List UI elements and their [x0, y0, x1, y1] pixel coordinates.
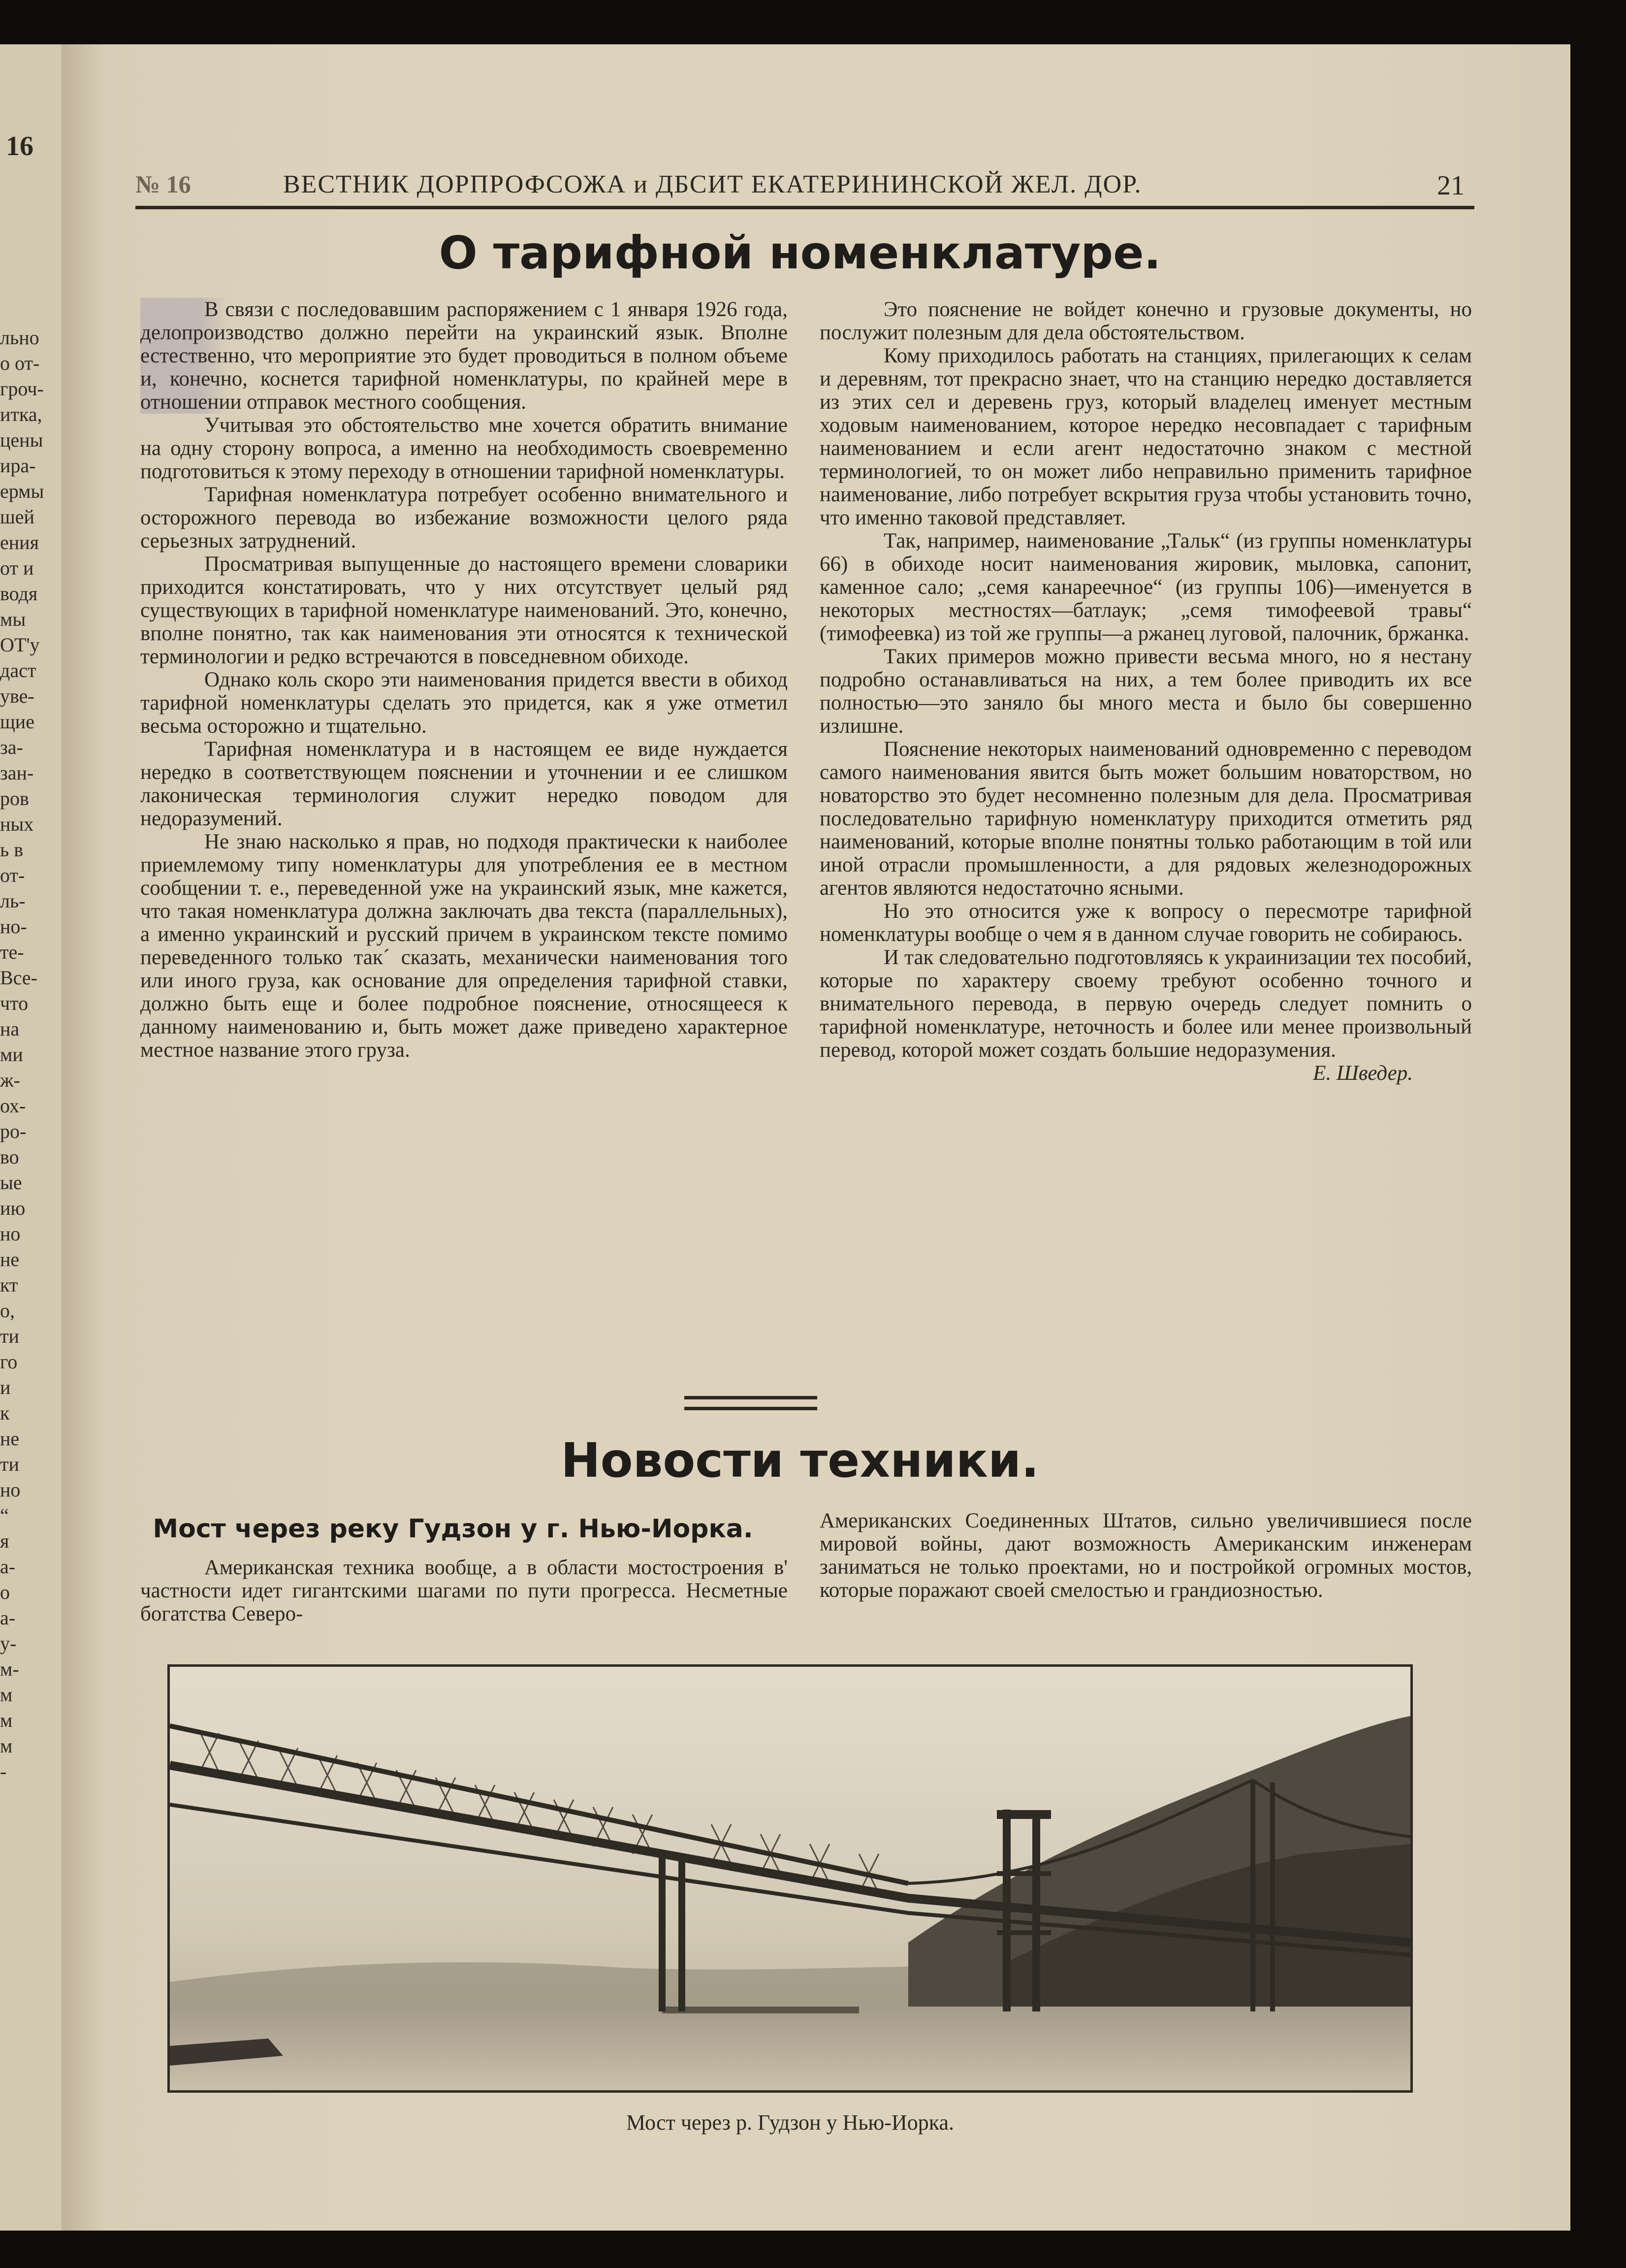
article-paragraph: Так, например, наименование „Тальк“ (из группы номенклатуры 66) в обиходе носит наименования жировик, мыловка, сапонит, каменное сало; „семя канареечное“ (из группы 106)—именуется в некоторых местностях—батлаук; „семя тимофеевой травы“ (тимофеевка) из той же группы—а ржанец луговой, палочник, бржанка.: [820, 529, 1472, 645]
previous-page-text-fragment: ира-: [0, 454, 36, 477]
previous-page-text-fragment: ро-: [0, 1120, 27, 1142]
previous-page-number: 16: [6, 131, 33, 162]
previous-page-text-fragment: ию: [0, 1197, 26, 1219]
previous-page-text-fragment: м-: [0, 1658, 19, 1680]
previous-page-text-fragment: ые: [0, 1171, 22, 1194]
previous-page-text-fragment: ль-: [0, 890, 26, 912]
previous-page-text-fragment: м: [0, 1735, 13, 1757]
previous-page-text-fragment: у-: [0, 1632, 17, 1654]
journal-page: [62, 44, 1570, 2231]
previous-page-text-fragment: от-: [0, 864, 25, 886]
section-divider: [684, 1396, 817, 1399]
previous-page-text-fragment: го: [0, 1351, 18, 1373]
previous-page-edge: [0, 44, 62, 2231]
bridge-photo-image: [170, 1667, 1410, 2090]
previous-page-text-fragment: на: [0, 1018, 20, 1040]
article-paragraph: Не знаю насколько я прав, но подходя практически к наиболее приемлемому типу номенклатуры для употребления ее в местном сообщении т. е., переведенной уже на украинский язык, мне кажется, что такая номенклатура должна заключать два текста (параллельных), а именно украинский и русский причем в украинском тексте помимо переведенного только так´ сказать, механически наименования того или иного груза, как основание для определения тарифной ставки, должно быть еще и более подробное пояснение, относящееся к данному наименованию и, быть может даже приведено характерное местное название этого груза.: [140, 830, 788, 1062]
section-divider: [684, 1407, 817, 1410]
news-right-column: [820, 1509, 1472, 1602]
previous-page-text-fragment: мы: [0, 608, 26, 630]
news-left-column: [140, 1556, 788, 1625]
previous-page-text-fragment: не: [0, 1427, 20, 1450]
previous-page-text-fragment: те-: [0, 941, 24, 963]
header-rule: [135, 206, 1474, 209]
previous-page-text-fragment: шей: [0, 506, 34, 528]
previous-page-text-fragment: “: [0, 1504, 9, 1526]
issue-number: № 16: [135, 170, 191, 198]
article-paragraph: Это пояснение не войдет конечно и грузовые документы, но послужит полезным для дела обстоятельством.: [820, 298, 1472, 344]
previous-page-text-fragment: Все-: [0, 967, 37, 989]
previous-page-text-fragment: но-: [0, 915, 27, 938]
previous-page-text-fragment: что: [0, 992, 29, 1014]
previous-page-text-fragment: ти: [0, 1453, 19, 1475]
previous-page-text-fragment: во: [0, 1146, 19, 1168]
previous-page-text-fragment: м: [0, 1709, 13, 1731]
article-paragraph: Однако коль скоро эти наименования придется ввести в обиход тарифной номенклатуры сделать это придется, как я уже отметил весьма осторожно и тщательно.: [140, 668, 788, 738]
previous-page-text-fragment: итка,: [0, 403, 42, 425]
article-paragraph: Но это относится уже к вопросу о пересмотре тарифной номенклатуры вообще о чем я в данном случае говорить не собираюсь.: [820, 900, 1472, 946]
previous-page-text-fragment: от и: [0, 557, 34, 579]
previous-page-text-fragment: -: [0, 1760, 7, 1782]
previous-page-text-fragment: о,: [0, 1299, 15, 1322]
previous-page-text-fragment: к: [0, 1402, 10, 1424]
news-paragraph: Американских Соединенных Штатов, сильно увеличившиеся после мировой войны, дают возможность Американским инженерам заниматься не только проектами, но и постройкой огромных мостов, которые поражают своей смелостью и грандиозностью.: [820, 1509, 1472, 1602]
previous-page-text-fragment: а-: [0, 1607, 16, 1629]
news-paragraph: Американская техника вообще, а в области мостостроения в' частности идет гигантскими шагами по пути прогресса. Несметные богатства Северо-: [140, 1556, 788, 1625]
previous-page-text-fragment: о от-: [0, 352, 40, 374]
article-title: О тарифной номенклатуре.: [439, 227, 1161, 279]
article-paragraph: Просматривая выпущенные до настоящего времени словарики приходится констатировать, что у них отсутствует целый ряд существующих в тарифной номенклатуре наименований. Это, конечно, вполне понятно, так как наименования эти относятся к технической терминологии и редко встречаются в повседневном обиходе.: [140, 552, 788, 668]
bridge-photo: [167, 1664, 1413, 2093]
previous-page-text-fragment: щие: [0, 711, 34, 733]
previous-page-text-fragment: ь в: [0, 839, 24, 861]
previous-page-text-fragment: ных: [0, 813, 34, 835]
previous-page-text-fragment: ения: [0, 531, 39, 553]
previous-page-text-fragment: ох-: [0, 1095, 26, 1117]
previous-page-text-fragment: ермы: [0, 480, 44, 502]
news-subtitle: Мост через реку Гудзон у г. Нью-Иорка.: [153, 1514, 753, 1544]
photo-caption: Мост через р. Гудзон у Нью-Иорка.: [626, 2110, 954, 2135]
previous-page-text-fragment: м: [0, 1684, 13, 1706]
page-header: [135, 123, 1474, 201]
author-signature: Е. Шведер.: [1313, 1062, 1413, 1085]
article-paragraph: Тарифная номенклатура и в настоящем ее виде нуждается нередко в соответствующем пояснении и уточнении и ее слишком лаконическая терминология служит нередко поводом для недоразумений.: [140, 738, 788, 830]
previous-page-text-fragment: но: [0, 1223, 21, 1245]
previous-page-text-fragment: о: [0, 1581, 10, 1603]
previous-page-text-fragment: цены: [0, 429, 43, 451]
page-number: 21: [1437, 170, 1465, 201]
previous-page-text-fragment: кт: [0, 1274, 18, 1296]
previous-page-text-fragment: ж-: [0, 1069, 20, 1091]
article-paragraph: Тарифная номенклатура потребует особенно внимательного и осторожного перевода во избежание возможности целого ряда серьезных затруднений.: [140, 483, 788, 552]
news-section-title: Новости техники.: [561, 1433, 1039, 1488]
article-paragraph: Пояснение некоторых наименований одновременно с переводом самого наименования явится быть может большим новаторством, но новаторство это будет несомненно полезным для дела. Просматривая последовательно тарифную номенклатуру приходится отметить ряд наименований, которые вполне понятны только работающим в той или иной отрасли промышленности, а для рядовых железнодорожных агентов являются недостаточно ясными.: [820, 738, 1472, 900]
article-paragraph: Кому приходилось работать на станциях, прилегающих к селам и деревням, тот прекрасно знает, что на станцию нередко доставляется из этих сел и деревень груз, который владелец именует местным ходовым наименованием, которое нередко несовпадает с тарифным наименованием и если агент недостаточно знаком с местной терминологией, то он может либо неправильно применить тарифное наименование, либо потребует вскрытия груза чтобы установить точно, что именно таковой представляет.: [820, 344, 1472, 529]
previous-page-text-fragment: не: [0, 1248, 20, 1270]
article-paragraph: И так следовательно подготовляясь к украинизации тех пособий, которые по характеру своему требуют особенно точного и внимательного перевода, в первую очередь следует помнить о тарифной номенклатуре, неточность и более или менее произвольный перевод, которой может создать большие недоразумения. Е. Шведер.: [820, 946, 1472, 1085]
previous-page-text-fragment: даст: [0, 659, 36, 681]
previous-page-text-fragment: за-: [0, 736, 23, 758]
article-paragraph: Таких примеров можно привести весьма много, но я нестану подробно останавливаться на них, а тем более приводить их все полностью—это заняло бы много места и было бы совершенно излишне.: [820, 645, 1472, 738]
previous-page-text-fragment: зан-: [0, 762, 34, 784]
previous-page-text-fragment: а-: [0, 1555, 16, 1578]
previous-page-text-fragment: ров: [0, 787, 29, 810]
article-left-column: [140, 298, 788, 1062]
previous-page-text-fragment: я: [0, 1530, 9, 1552]
previous-page-text-fragment: ти: [0, 1325, 19, 1347]
previous-page-text-fragment: льно: [0, 326, 39, 349]
article-right-column: [820, 298, 1472, 1085]
previous-page-text-fragment: и: [0, 1376, 11, 1398]
previous-page-text-fragment: ОТ'у: [0, 634, 40, 656]
article-paragraph: В связи с последовавшим распоряжением с 1 января 1926 года, делопроизводство должно перейти на украинский язык. Вполне естественно, что мероприятие это будет проводиться в полном объеме и, конечно, коснется тарифной номенклатуры, по крайней мере в отношении отправок местного сообщения.: [140, 298, 788, 414]
previous-page-text-fragment: ми: [0, 1043, 23, 1066]
previous-page-text-fragment: уве-: [0, 685, 34, 707]
previous-page-text-fragment: но: [0, 1479, 21, 1501]
journal-title: ВЕСТНИК ДОРПРОФСОЖА и ДБСИТ ЕКАТЕРИНИНСКОЙ ЖЕЛ. ДОР.: [283, 170, 1142, 198]
previous-page-text-fragment: водя: [0, 583, 38, 605]
previous-page-text-fragment: гроч-: [0, 378, 44, 400]
article-paragraph: Учитывая это обстоятельство мне хочется обратить внимание на одну сторону вопроса, а именно на необходимость своевременно подготовиться к этому переходу в отношении тарифной номенклатуры.: [140, 414, 788, 483]
